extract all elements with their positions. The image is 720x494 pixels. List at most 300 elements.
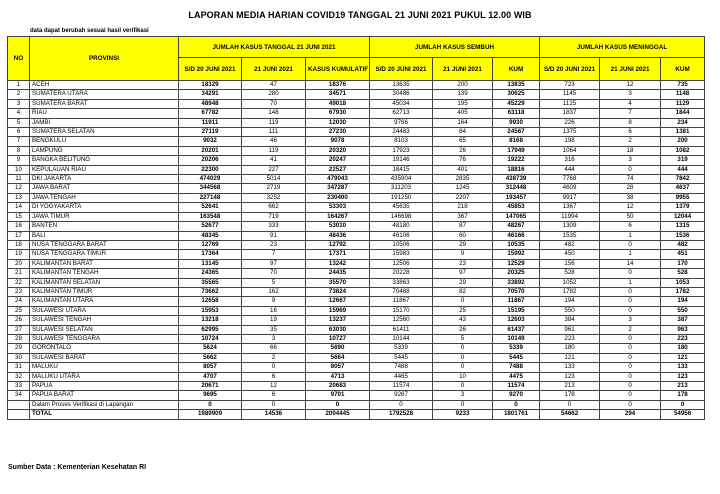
cell-kasus-sd: 9695 [179, 391, 242, 400]
cell-sembuh-sd: 18415 [370, 165, 433, 174]
cell-sembuh-sd: 5445 [370, 353, 433, 362]
cell-meninggal-sd: 123 [540, 372, 600, 381]
cell-kasus-today: 148 [242, 109, 306, 118]
cell-no: 27 [8, 325, 30, 334]
cell-kasus-kumulatif: 20247 [306, 156, 370, 165]
cell-provinsi: SUMATERA SELATAN [30, 128, 179, 137]
cell-meninggal-today: 294 [600, 410, 661, 419]
cell-no: 16 [8, 222, 30, 231]
cell-sembuh-sd: 435904 [370, 175, 433, 184]
cell-kasus-kumulatif: 48436 [306, 231, 370, 240]
cell-kasus-today: 14536 [242, 410, 306, 419]
table-row [8, 372, 705, 381]
cell-sembuh-kum: 24567 [493, 128, 540, 137]
cell-kasus-kumulatif: 67930 [306, 109, 370, 118]
cell-kasus-today: 5014 [242, 175, 306, 184]
cell-sembuh-sd: 11574 [370, 382, 433, 391]
cell-no: 4 [8, 109, 30, 118]
cell-kasus-sd: 11911 [179, 118, 242, 127]
cell-meninggal-kum: 178 [661, 391, 705, 400]
cell-meninggal-kum: 1379 [661, 203, 705, 212]
table-row [8, 240, 705, 249]
cell-meninggal-sd: 9917 [540, 193, 600, 202]
cell-meninggal-today: 12 [600, 81, 661, 90]
cell-provinsi: NUSA TENGGARA TIMUR [30, 250, 179, 259]
cell-no: 25 [8, 306, 30, 315]
cell-sembuh-kum: 18816 [493, 165, 540, 174]
cell-kasus-sd: 17364 [179, 250, 242, 259]
cell-provinsi: BALI [30, 231, 179, 240]
cell-meninggal-today: 0 [600, 240, 661, 249]
cell-sembuh-kum: 30625 [493, 90, 540, 99]
cell-sembuh-sd: 191250 [370, 193, 433, 202]
cell-kasus-kumulatif: 5664 [306, 353, 370, 362]
cell-meninggal-kum: 1782 [661, 287, 705, 296]
cell-provinsi: SULAWESI BARAT [30, 353, 179, 362]
cell-kasus-sd: 20201 [179, 146, 242, 155]
cell-provinsi: KALIMANTAN BARAT [30, 259, 179, 268]
cell-sembuh-kum: 70570 [493, 287, 540, 296]
cell-meninggal-sd: 1064 [540, 146, 600, 155]
cell-kasus-kumulatif: 9701 [306, 391, 370, 400]
cell-sembuh-today: 218 [433, 203, 493, 212]
cell-meninggal-kum: 170 [661, 259, 705, 268]
cell-no: 7 [8, 137, 30, 146]
header-group-kasus: JUMLAH KASUS TANGGAL 21 JUNI 2021 [179, 37, 370, 58]
cell-meninggal-kum: 735 [661, 81, 705, 90]
cell-no [8, 410, 30, 419]
cell-kasus-today: 662 [242, 203, 306, 212]
cell-kasus-sd: 48345 [179, 231, 242, 240]
cell-kasus-kumulatif: 35570 [306, 278, 370, 287]
table-row [8, 259, 705, 268]
cell-kasus-kumulatif: 49018 [306, 99, 370, 108]
cell-provinsi: GORONTALO [30, 344, 179, 353]
cell-provinsi: SUMATERA BARAT [30, 99, 179, 108]
cell-no: 11 [8, 175, 30, 184]
cell-kasus-kumulatif: 12030 [306, 118, 370, 127]
cell-sembuh-sd: 48180 [370, 222, 433, 231]
cell-sembuh-today: 65 [433, 137, 493, 146]
cell-kasus-today: 0 [242, 363, 306, 372]
cell-meninggal-kum: 444 [661, 165, 705, 174]
cell-sembuh-kum: 10535 [493, 240, 540, 249]
cell-provinsi: PAPUA [30, 382, 179, 391]
cell-meninggal-today: 1 [600, 231, 661, 240]
cell-sembuh-sd: 15983 [370, 250, 433, 259]
cell-kasus-sd: 20671 [179, 382, 242, 391]
cell-meninggal-kum: 451 [661, 250, 705, 259]
cell-meninggal-sd: 723 [540, 81, 600, 90]
cell-meninggal-sd: 1125 [540, 99, 600, 108]
cell-sembuh-sd: 30486 [370, 90, 433, 99]
cell-kasus-today: 66 [242, 344, 306, 353]
cell-kasus-kumulatif: 4713 [306, 372, 370, 381]
cell-sembuh-today: 405 [433, 109, 493, 118]
cell-no: 23 [8, 287, 30, 296]
cell-meninggal-sd: 1309 [540, 222, 600, 231]
table-row [8, 184, 705, 193]
cell-provinsi: DI YOGYAKARTA [30, 203, 179, 212]
table-row [8, 137, 705, 146]
cell-sembuh-kum: 12529 [493, 259, 540, 268]
table-row [8, 306, 705, 315]
cell-kasus-today: 119 [242, 118, 306, 127]
header-kasus-sd: S/D 20 JUNI 2021 [179, 58, 242, 81]
cell-sembuh-sd: 17923 [370, 146, 433, 155]
cell-meninggal-today: 0 [600, 306, 661, 315]
cell-sembuh-today: 26 [433, 325, 493, 334]
cell-no: 10 [8, 165, 30, 174]
cell-meninggal-sd: 1145 [540, 90, 600, 99]
cell-sembuh-sd: 46106 [370, 231, 433, 240]
cell-sembuh-today: 367 [433, 212, 493, 221]
cell-kasus-sd: 52641 [179, 203, 242, 212]
cell-meninggal-kum: 121 [661, 353, 705, 362]
table-row [8, 391, 705, 400]
cell-meninggal-today: 38 [600, 193, 661, 202]
cell-sembuh-today: 401 [433, 165, 493, 174]
cell-provinsi: TOTAL [30, 410, 179, 419]
cell-no: 34 [8, 391, 30, 400]
cell-no: 5 [8, 118, 30, 127]
cell-kasus-today: 70 [242, 99, 306, 108]
cell-sembuh-sd: 62713 [370, 109, 433, 118]
cell-meninggal-today: 0 [600, 287, 661, 296]
table-row [8, 400, 705, 409]
cell-sembuh-sd: 15170 [370, 306, 433, 315]
cell-meninggal-today: 0 [600, 165, 661, 174]
cell-meninggal-today: 1 [600, 250, 661, 259]
cell-meninggal-sd: 482 [540, 240, 600, 249]
cell-sembuh-sd: 10144 [370, 334, 433, 343]
table-row [8, 250, 705, 259]
cell-meninggal-kum: 234 [661, 118, 705, 127]
cell-meninggal-sd: 7768 [540, 175, 600, 184]
cell-sembuh-today: 195 [433, 99, 493, 108]
cell-provinsi: SUMATERA UTARA [30, 90, 179, 99]
cell-kasus-today: 162 [242, 287, 306, 296]
table-row [8, 193, 705, 202]
cell-sembuh-today: 0 [433, 344, 493, 353]
cell-kasus-sd: 18329 [179, 81, 242, 90]
verification-note: data dapat berubah sesuai hasil verifikasi [30, 28, 149, 34]
cell-meninggal-today: 12 [600, 203, 661, 212]
cell-sembuh-kum: 33892 [493, 278, 540, 287]
cell-no: 2 [8, 90, 30, 99]
cell-sembuh-today: 60 [433, 231, 493, 240]
cell-no [8, 400, 30, 409]
cell-sembuh-kum: 45229 [493, 99, 540, 108]
cell-no: 19 [8, 250, 30, 259]
header-group-sembuh: JUMLAH KASUS SEMBUH [370, 37, 540, 58]
cell-sembuh-today: 43 [433, 316, 493, 325]
cell-kasus-today: 6 [242, 391, 306, 400]
cell-kasus-today: 46 [242, 137, 306, 146]
cell-sembuh-kum: 312448 [493, 184, 540, 193]
cell-meninggal-kum: 1536 [661, 231, 705, 240]
cell-meninggal-today: 6 [600, 222, 661, 231]
cell-kasus-today: 3252 [242, 193, 306, 202]
cell-kasus-kumulatif: 53303 [306, 203, 370, 212]
cell-kasus-kumulatif: 15969 [306, 306, 370, 315]
cell-meninggal-kum: 387 [661, 316, 705, 325]
cell-meninggal-kum: 200 [661, 137, 705, 146]
cell-sembuh-kum: 0 [493, 400, 540, 409]
cell-kasus-kumulatif: 34571 [306, 90, 370, 99]
cell-sembuh-kum: 63118 [493, 109, 540, 118]
cell-meninggal-kum: 9955 [661, 193, 705, 202]
table-row [8, 99, 705, 108]
cell-sembuh-today: 5 [433, 334, 493, 343]
cell-meninggal-sd: 4609 [540, 184, 600, 193]
table-row [8, 353, 705, 362]
cell-sembuh-kum: 8168 [493, 137, 540, 146]
cell-sembuh-kum: 15992 [493, 250, 540, 259]
cell-provinsi: KALIMANTAN UTARA [30, 297, 179, 306]
cell-sembuh-sd: 10506 [370, 240, 433, 249]
cell-kasus-sd: 0 [179, 400, 242, 409]
cell-kasus-sd: 48948 [179, 99, 242, 108]
cell-provinsi: DKI JAKARTA [30, 175, 179, 184]
cell-kasus-kumulatif: 53010 [306, 222, 370, 231]
cell-sembuh-today: 82 [433, 287, 493, 296]
table-row [8, 344, 705, 353]
cell-meninggal-sd: 1837 [540, 109, 600, 118]
cell-meninggal-sd: 194 [540, 297, 600, 306]
header-provinsi: PROVINSI [30, 37, 179, 81]
cell-kasus-kumulatif: 20683 [306, 382, 370, 391]
cell-provinsi: ACEH [30, 81, 179, 90]
header-meninggal-kum: KUM [661, 58, 705, 81]
cell-sembuh-sd: 8103 [370, 137, 433, 146]
cell-kasus-kumulatif: 27230 [306, 128, 370, 137]
cell-sembuh-kum: 7488 [493, 363, 540, 372]
cell-kasus-kumulatif: 10727 [306, 334, 370, 343]
cell-kasus-kumulatif: 0 [306, 400, 370, 409]
cell-kasus-kumulatif: 9078 [306, 137, 370, 146]
cell-no: 9 [8, 156, 30, 165]
cell-meninggal-kum: 4637 [661, 184, 705, 193]
cell-no: 18 [8, 240, 30, 249]
cell-meninggal-sd: 961 [540, 325, 600, 334]
cell-meninggal-today: 0 [600, 400, 661, 409]
cell-kasus-today: 19 [242, 316, 306, 325]
cell-provinsi: JAMBI [30, 118, 179, 127]
cell-sembuh-sd: 11867 [370, 297, 433, 306]
data-source: Sumber Data : Kementerian Kesehatan RI [8, 464, 147, 471]
cell-sembuh-kum: 15195 [493, 306, 540, 315]
cell-provinsi: JAWA TENGAH [30, 193, 179, 202]
header-sembuh-today: 21 JUNI 2021 [433, 58, 493, 81]
table-row [8, 325, 705, 334]
cell-no: 32 [8, 372, 30, 381]
cell-meninggal-sd: 1052 [540, 278, 600, 287]
cell-kasus-sd: 12658 [179, 297, 242, 306]
cell-kasus-kumulatif: 12792 [306, 240, 370, 249]
cell-no: 24 [8, 297, 30, 306]
cell-sembuh-sd: 61411 [370, 325, 433, 334]
cell-kasus-sd: 62995 [179, 325, 242, 334]
table-row [8, 109, 705, 118]
header-sembuh-sd: S/D 20 JUNI 2021 [370, 58, 433, 81]
cell-sembuh-kum: 17949 [493, 146, 540, 155]
cell-meninggal-kum: 1148 [661, 90, 705, 99]
cell-meninggal-sd: 1367 [540, 203, 600, 212]
cell-kasus-sd: 227148 [179, 193, 242, 202]
cell-sembuh-sd: 20228 [370, 269, 433, 278]
cell-sembuh-sd: 13635 [370, 81, 433, 90]
cell-meninggal-today: 1 [600, 278, 661, 287]
cell-kasus-sd: 12769 [179, 240, 242, 249]
cell-meninggal-today: 74 [600, 175, 661, 184]
total-row [8, 410, 705, 419]
cell-kasus-sd: 67782 [179, 109, 242, 118]
cell-meninggal-kum: 963 [661, 325, 705, 334]
cell-kasus-today: 6 [242, 372, 306, 381]
cell-meninggal-today: 28 [600, 184, 661, 193]
cell-meninggal-kum: 528 [661, 269, 705, 278]
cell-meninggal-today: 0 [600, 391, 661, 400]
cell-kasus-sd: 4707 [179, 372, 242, 381]
cell-meninggal-sd: 550 [540, 306, 600, 315]
cell-no: 15 [8, 212, 30, 221]
cell-sembuh-today: 0 [433, 400, 493, 409]
cell-meninggal-sd: 444 [540, 165, 600, 174]
cell-meninggal-today: 50 [600, 212, 661, 221]
cell-meninggal-sd: 54662 [540, 410, 600, 419]
cell-kasus-kumulatif: 13237 [306, 316, 370, 325]
cell-sembuh-today: 3 [433, 391, 493, 400]
cell-meninggal-kum: 319 [661, 156, 705, 165]
cell-meninggal-today: 18 [600, 146, 661, 155]
table-row [8, 297, 705, 306]
cell-sembuh-today: 76 [433, 156, 493, 165]
cell-no: 3 [8, 99, 30, 108]
cell-meninggal-sd: 528 [540, 269, 600, 278]
cell-kasus-today: 41 [242, 156, 306, 165]
cell-meninggal-sd: 180 [540, 344, 600, 353]
cell-kasus-sd: 15953 [179, 306, 242, 315]
cell-meninggal-sd: 384 [540, 316, 600, 325]
cell-sembuh-kum: 11574 [493, 382, 540, 391]
cell-meninggal-kum: 194 [661, 297, 705, 306]
cell-kasus-sd: 22300 [179, 165, 242, 174]
cell-sembuh-sd: 9766 [370, 118, 433, 127]
cell-meninggal-sd: 178 [540, 391, 600, 400]
cell-sembuh-kum: 193457 [493, 193, 540, 202]
cell-meninggal-sd: 121 [540, 353, 600, 362]
cell-sembuh-kum: 19222 [493, 156, 540, 165]
cell-kasus-sd: 13218 [179, 316, 242, 325]
cell-no: 22 [8, 278, 30, 287]
cell-sembuh-today: 9233 [433, 410, 493, 419]
header-row-groups [8, 37, 705, 58]
cell-meninggal-today: 0 [600, 372, 661, 381]
header-no: NO [8, 37, 30, 81]
cell-provinsi: JAWA TIMUR [30, 212, 179, 221]
cell-kasus-today: 227 [242, 165, 306, 174]
cell-kasus-today: 3 [242, 334, 306, 343]
cell-kasus-sd: 5624 [179, 344, 242, 353]
cell-meninggal-sd: 11994 [540, 212, 600, 221]
cell-sembuh-kum: 9270 [493, 391, 540, 400]
cell-kasus-sd: 35565 [179, 278, 242, 287]
page-title: LAPORAN MEDIA HARIAN COVID19 TANGGAL 21 JUNI 2021 PUKUL 12.00 WIB [188, 10, 532, 20]
cell-meninggal-today: 7 [600, 109, 661, 118]
cell-provinsi: NUSA TENGGARA BARAT [30, 240, 179, 249]
cell-kasus-today: 70 [242, 269, 306, 278]
cell-no: 13 [8, 193, 30, 202]
cell-sembuh-sd: 12506 [370, 259, 433, 268]
cell-no: 28 [8, 334, 30, 343]
cell-meninggal-kum: 550 [661, 306, 705, 315]
cell-kasus-kumulatif: 63030 [306, 325, 370, 334]
cell-meninggal-sd: 213 [540, 382, 600, 391]
cell-sembuh-sd: 45034 [370, 99, 433, 108]
cell-kasus-sd: 13145 [179, 259, 242, 268]
cell-no: 30 [8, 353, 30, 362]
cell-provinsi: BENGKULU [30, 137, 179, 146]
cell-sembuh-today: 0 [433, 363, 493, 372]
cell-meninggal-kum: 1082 [661, 146, 705, 155]
cell-meninggal-kum: 1053 [661, 278, 705, 287]
cell-meninggal-kum: 1381 [661, 128, 705, 137]
cell-sembuh-kum: 20325 [493, 269, 540, 278]
table-row [8, 231, 705, 240]
cell-meninggal-sd: 226 [540, 118, 600, 127]
cell-kasus-kumulatif: 5690 [306, 344, 370, 353]
cell-meninggal-kum: 123 [661, 372, 705, 381]
cell-sembuh-kum: 12603 [493, 316, 540, 325]
cell-kasus-sd: 474029 [179, 175, 242, 184]
cell-kasus-today: 9 [242, 297, 306, 306]
cell-kasus-kumulatif: 13242 [306, 259, 370, 268]
cell-provinsi: KEPULAUAN RIAU [30, 165, 179, 174]
cell-kasus-kumulatif: 73824 [306, 287, 370, 296]
cell-provinsi: MALUKU UTARA [30, 372, 179, 381]
cell-kasus-today: 5 [242, 278, 306, 287]
header-meninggal-sd: S/D 20 JUNI 2021 [540, 58, 600, 81]
cell-meninggal-today: 2 [600, 137, 661, 146]
cell-kasus-today: 91 [242, 231, 306, 240]
cell-meninggal-kum: 213 [661, 382, 705, 391]
cell-kasus-kumulatif: 479043 [306, 175, 370, 184]
cell-provinsi: SULAWESI TENGGARA [30, 334, 179, 343]
cell-no: 26 [8, 316, 30, 325]
cell-sembuh-kum: 45853 [493, 203, 540, 212]
table-row [8, 203, 705, 212]
cell-sembuh-today: 0 [433, 297, 493, 306]
cell-provinsi: BANTEN [30, 222, 179, 231]
cell-sembuh-sd: 311203 [370, 184, 433, 193]
cell-meninggal-kum: 482 [661, 240, 705, 249]
cell-meninggal-today: 0 [600, 363, 661, 372]
table-body [8, 81, 705, 420]
cell-kasus-sd: 34291 [179, 90, 242, 99]
cell-kasus-today: 2719 [242, 184, 306, 193]
cell-no: 12 [8, 184, 30, 193]
cell-kasus-today: 12 [242, 382, 306, 391]
cell-kasus-today: 333 [242, 222, 306, 231]
cell-provinsi: SULAWESI UTARA [30, 306, 179, 315]
cell-kasus-today: 0 [242, 400, 306, 409]
table-row [8, 90, 705, 99]
cell-no: 21 [8, 269, 30, 278]
cell-meninggal-kum: 12044 [661, 212, 705, 221]
cell-kasus-today: 280 [242, 90, 306, 99]
cell-meninggal-today: 2 [600, 325, 661, 334]
